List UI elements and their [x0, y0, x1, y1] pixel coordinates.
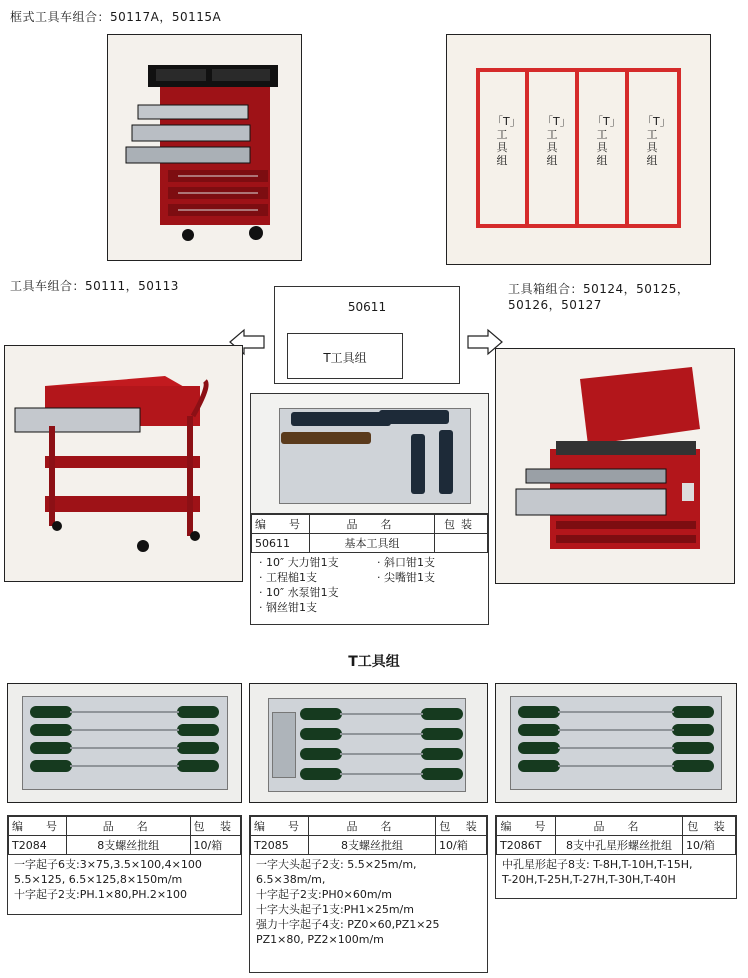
header-code: 编 号: [252, 515, 310, 534]
center-code-box: [274, 286, 460, 384]
desc-line: T-20H,T-25H,T-27H,T-30H,T-40H: [502, 873, 676, 886]
row-name: 基本工具组: [310, 534, 435, 553]
desc-line: 一字起子6支:3×75,3.5×100,4×100: [14, 858, 202, 871]
set-t2085-desc: [250, 855, 487, 949]
set-t2084-table: [8, 816, 241, 855]
item-diagonal-pliers: · 斜口钳1支: [377, 556, 435, 569]
row-name: 8支螺丝批组: [67, 836, 191, 855]
drawer-column-3: 「T」工具组: [592, 115, 621, 167]
basic-set-items: [251, 553, 488, 617]
center-inner-box: [287, 333, 403, 379]
drawer-panel-photo: [446, 34, 711, 265]
item-locking-pliers: · 10″ 大力钳1支: [259, 556, 339, 569]
desc-line: 5.5×125, 6.5×125,8×150m/m: [14, 873, 183, 886]
desc-line: PZ1×80, PZ2×100m/m: [256, 933, 384, 946]
set-t2086t-photo: [495, 683, 737, 803]
header-package: 包 装: [436, 817, 487, 836]
service-cart-image: [5, 346, 242, 581]
row-package: [435, 534, 488, 553]
center-inner-label: T工具组: [323, 351, 367, 365]
row-code: T2086T: [497, 836, 556, 855]
center-code: 50611: [347, 300, 387, 314]
tool-chest-image: [496, 349, 734, 583]
set-t2085-table: [250, 816, 487, 855]
header-name: 品 名: [556, 817, 683, 836]
header-package: 包装: [435, 515, 488, 534]
drawer-column-1: 「T」工具组: [492, 115, 521, 167]
set-t2085-photo: [249, 683, 488, 803]
desc-line: 中孔星形起子8支: T-8H,T-10H,T-15H,: [502, 858, 693, 871]
desc-line: 十字起子2支:PH0×60m/m: [256, 888, 392, 901]
desc-line: 强力十字起子4支: PZ0×60,PZ1×25: [256, 918, 440, 931]
set-t2084-photo: [7, 683, 242, 803]
row-code: T2084: [9, 836, 67, 855]
roller-cabinet-photo: [107, 34, 302, 261]
table-header-row: [252, 515, 488, 534]
cart-combo-label: 工具车组合：50111，50113: [10, 279, 179, 293]
desc-line: 6.5×38m/m,: [256, 873, 326, 886]
roller-cabinet-image: [108, 35, 301, 260]
row-package: 10/箱: [683, 836, 736, 855]
set-t2086t-spec: [495, 815, 737, 899]
table-row: [251, 836, 487, 855]
desc-line: 一字大头起子2支: 5.5×25m/m,: [256, 858, 417, 871]
item-combination-pliers: · 钢丝钳1支: [259, 601, 317, 614]
frame-combo-label: 框式工具车组合：50117A，50115A: [10, 10, 222, 24]
header-code: 编 号: [251, 817, 309, 836]
row-package: 10/箱: [190, 836, 241, 855]
row-code: T2085: [251, 836, 309, 855]
set-t2086t-table: [496, 816, 736, 855]
service-cart-photo: [4, 345, 243, 582]
table-row: [497, 836, 736, 855]
header-name: 品 名: [67, 817, 191, 836]
set-t2084-spec: [7, 815, 242, 915]
drawer-column-4: 「T」工具组: [642, 115, 671, 167]
item-long-nose-pliers: · 尖嘴钳1支: [377, 571, 435, 584]
desc-line: 十字起子2支:PH.1×80,PH.2×100: [14, 888, 188, 901]
header-package: 包 装: [190, 817, 241, 836]
set-t2086t-desc: [496, 855, 736, 889]
basic-set-photo: [250, 393, 489, 515]
header-name: 品 名: [309, 817, 436, 836]
drawer-column-2: 「T」工具组: [542, 115, 571, 167]
table-row: [9, 836, 241, 855]
header-code: 编 号: [9, 817, 67, 836]
set-t2085-spec: [249, 815, 488, 973]
row-code: 50611: [252, 534, 310, 553]
basic-set-table: [251, 514, 488, 553]
item-hammer: · 工程槌1支: [259, 571, 317, 584]
row-name: 8支螺丝批组: [309, 836, 436, 855]
set-t2084-desc: [8, 855, 241, 904]
basic-set-spec: [250, 513, 489, 625]
header-package: 包 装: [683, 817, 736, 836]
row-name: 8支中孔星形螺丝批组: [556, 836, 683, 855]
row-package: 10/箱: [436, 836, 487, 855]
header-code: 编 号: [497, 817, 556, 836]
section-title: T工具组: [348, 654, 400, 670]
box-combo-label-2: 50126，50127: [508, 298, 602, 312]
item-pump-pliers: · 10″ 水泵钳1支: [259, 586, 339, 599]
box-combo-label-1: 工具箱组合：50124，50125，: [508, 282, 690, 296]
table-row: [252, 534, 488, 553]
header-name: 品 名: [310, 515, 435, 534]
desc-line: 十字大头起子1支:PH1×25m/m: [256, 903, 414, 916]
tool-chest-photo: [495, 348, 735, 584]
